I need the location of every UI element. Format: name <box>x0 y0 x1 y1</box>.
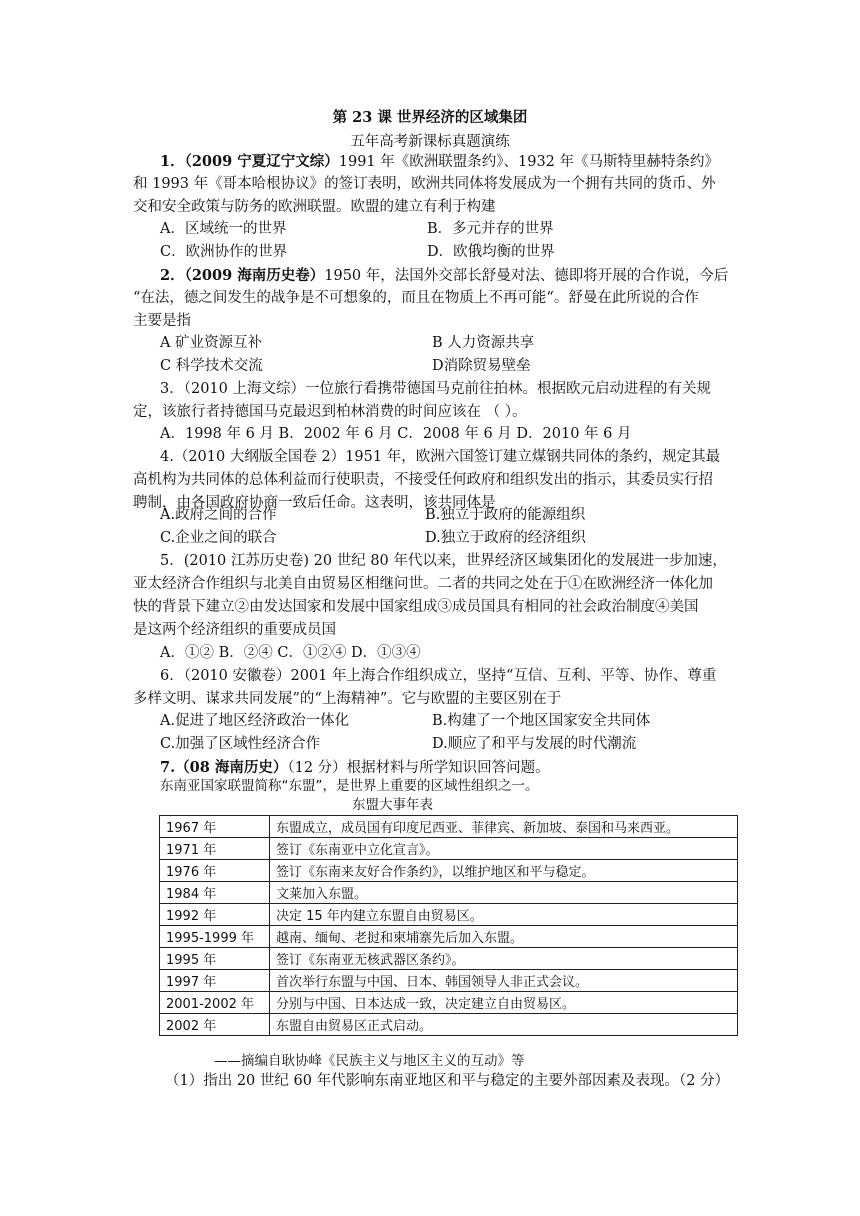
year-cell: 1995-1999 年 <box>160 926 270 948</box>
q7-material-intro: 东南亚国家联盟简称“东盟”，是世界上重要的区域性组织之一。 <box>160 778 539 794</box>
q2-option-b: B 人力资源共享 <box>432 335 535 351</box>
table-row <box>160 882 738 904</box>
event-cell: 签订《东南亚中立化宣言》。 <box>270 838 738 860</box>
year-cell: 2001-2002 年 <box>160 992 270 1014</box>
year-cell: 2002 年 <box>160 1014 270 1036</box>
event-cell: 文莱加入东盟。 <box>270 882 738 904</box>
q4-line-2: 高机构为共同体的总体利益而行使职责，不接受任何政府和组织发出的指示，其委员实行招 <box>133 472 713 488</box>
event-cell: 签订《东南亚无核武器区条约》。 <box>270 948 738 970</box>
q5-options: A．①② B．②④ C．①②④ D．①③④ <box>160 645 421 661</box>
q1-line-1: 1．（2009 宁夏辽宁文综）1991 年《欧洲联盟条约》、1932 年《马斯特里赫特条约》 <box>160 153 720 170</box>
q5-line-3: 快的背景下建立②由发达国家和发展中国家组成③成员国具有相同的社会政治制度④美国 <box>133 599 699 615</box>
q1-option-c: C．欧洲协作的世界 <box>160 244 288 260</box>
event-cell: 决定 15 年内建立东盟自由贸易区。 <box>270 904 738 926</box>
event-cell: 首次举行东盟与中国、日本、韩国领导人非正式会议。 <box>270 970 738 992</box>
lesson-subtitle: 五年高考新课标真题演练 <box>350 134 510 150</box>
year-cell: 1976 年 <box>160 860 270 882</box>
q3-line-2: 定，该旅行者持德国马克最迟到柏林消费的时间应该在 （ ）。 <box>133 404 527 420</box>
table-row <box>160 816 738 838</box>
lesson-title: 第 23 课 世界经济的区域集团 <box>332 109 528 126</box>
table-row <box>160 970 738 992</box>
q1-option-b: B．多元并存的世界 <box>427 221 554 237</box>
q5-line-4: 是这两个经济组织的重要成员国 <box>133 622 336 638</box>
q4-option-b: B.独立于政府的能源组织 <box>425 507 586 523</box>
q5-line-2: 亚太经济合作组织与北美自由贸易区相继问世。二者的共同之处在于①在欧洲经济一体化加 <box>133 576 713 592</box>
q2-line-3: 主要是指 <box>133 313 191 329</box>
q1-line-3: 交和安全政策与防务的欧洲联盟。欧盟的建立有利于构建 <box>133 199 496 215</box>
q6-option-b: B.构建了一个地区国家安全共同体 <box>432 713 651 729</box>
table-row <box>160 838 738 860</box>
event-cell: 越南、缅甸、老挝和柬埔寨先后加入东盟。 <box>270 926 738 948</box>
year-cell: 1997 年 <box>160 970 270 992</box>
event-cell: 东盟自由贸易区正式启动。 <box>270 1014 738 1036</box>
table-row <box>160 992 738 1014</box>
q7-subquestion-1: （1）指出 20 世纪 60 年代影响东南亚地区和平与稳定的主要外部因素及表现。（2 分） <box>165 1073 730 1089</box>
table-row <box>160 904 738 926</box>
events-table-body <box>160 816 738 1036</box>
year-cell: 1995 年 <box>160 948 270 970</box>
table-row <box>160 1014 738 1036</box>
event-cell: 分别与中国、日本达成一致，决定建立自由贸易区。 <box>270 992 738 1014</box>
q6-line-2: 多样文明、谋求共同发展”的“上海精神”。它与欧盟的主要区别在于 <box>133 691 562 707</box>
asean-events-table <box>159 815 738 1036</box>
q6-option-c: C.加强了区域性经济合作 <box>160 736 321 752</box>
year-cell: 1971 年 <box>160 838 270 860</box>
q6-option-d: D.顺应了和平与发展的时代潮流 <box>432 736 637 752</box>
q4-option-a: A.政府之间的合作 <box>160 507 277 523</box>
q2-line-1: 2．（2009 海南历史卷）1950 年，法国外交部长舒曼对法、德即将开展的合作说，今后 <box>160 267 729 284</box>
year-cell: 1984 年 <box>160 882 270 904</box>
event-cell: 签订《东南来友好合作条约》，以维护地区和平与稳定。 <box>270 860 738 882</box>
q6-option-a: A.促进了地区经济政治一体化 <box>160 713 350 729</box>
table-row <box>160 860 738 882</box>
q7-table-title: 东盟大事年表 <box>352 797 433 813</box>
q3-line-1: 3．（2010 上海文综）一位旅行看携带德国马克前往拍林。根据欧元启动进程的有关规 <box>160 381 711 397</box>
q4-option-c: C.企业之间的联合 <box>160 530 277 546</box>
table-row <box>160 948 738 970</box>
year-cell: 1992 年 <box>160 904 270 926</box>
q4-line-1: 4.（2010 大纲版全国卷 2）1951 年，欧洲六国签订建立煤钢共同体的条约，规定其最 <box>160 449 721 465</box>
q6-line-1: 6．（2010 安徽卷）2001 年上海合作组织成立，坚持“互信、互利、平等、协作、尊重 <box>160 668 717 684</box>
q7-citation: ——摘编自耿协峰《民族主义与地区主义的互动》等 <box>214 1053 525 1069</box>
q3-options: A．1998 年 6 月 B．2002 年 6 月 C．2008 年 6 月 D．2010 年 6 月 <box>160 426 632 442</box>
q2-option-c: C 科学技术交流 <box>160 358 263 374</box>
q2-option-a: A 矿业资源互补 <box>160 335 263 351</box>
event-cell: 东盟成立，成员国有印度尼西亚、菲律宾、新加坡、泰国和马来西亚。 <box>270 816 738 838</box>
q2-line-2: “在法，德之间发生的战争是不可想象的，而且在物质上不再可能“。舒曼在此所说的合作 <box>133 290 699 306</box>
table-row <box>160 926 738 948</box>
q7-line-1: 7.（08 海南历史）（12 分）根据材料与所学知识回答问题。 <box>160 759 550 776</box>
q1-option-d: D．欧俄均衡的世界 <box>427 244 555 260</box>
q1-option-a: A．区域统一的世界 <box>160 221 287 237</box>
q5-line-1: 5．(2010 江苏历史卷) 20 世纪 80 年代以来，世界经济区域集团化的发展进一步加速， <box>160 553 727 569</box>
year-cell: 1967 年 <box>160 816 270 838</box>
q4-line-3: 聘制，由各国政府协商一致后任命。这表明，该共同体是 <box>133 495 496 511</box>
q4-option-d: D.独立于政府的经济组织 <box>425 530 586 546</box>
q1-line-2: 和 1993 年《哥本哈根协议》的签订表明，欧洲共同体将发展成为一个拥有共同的货币、外 <box>133 176 716 192</box>
q2-option-d: D消除贸易壁垒 <box>432 358 531 374</box>
